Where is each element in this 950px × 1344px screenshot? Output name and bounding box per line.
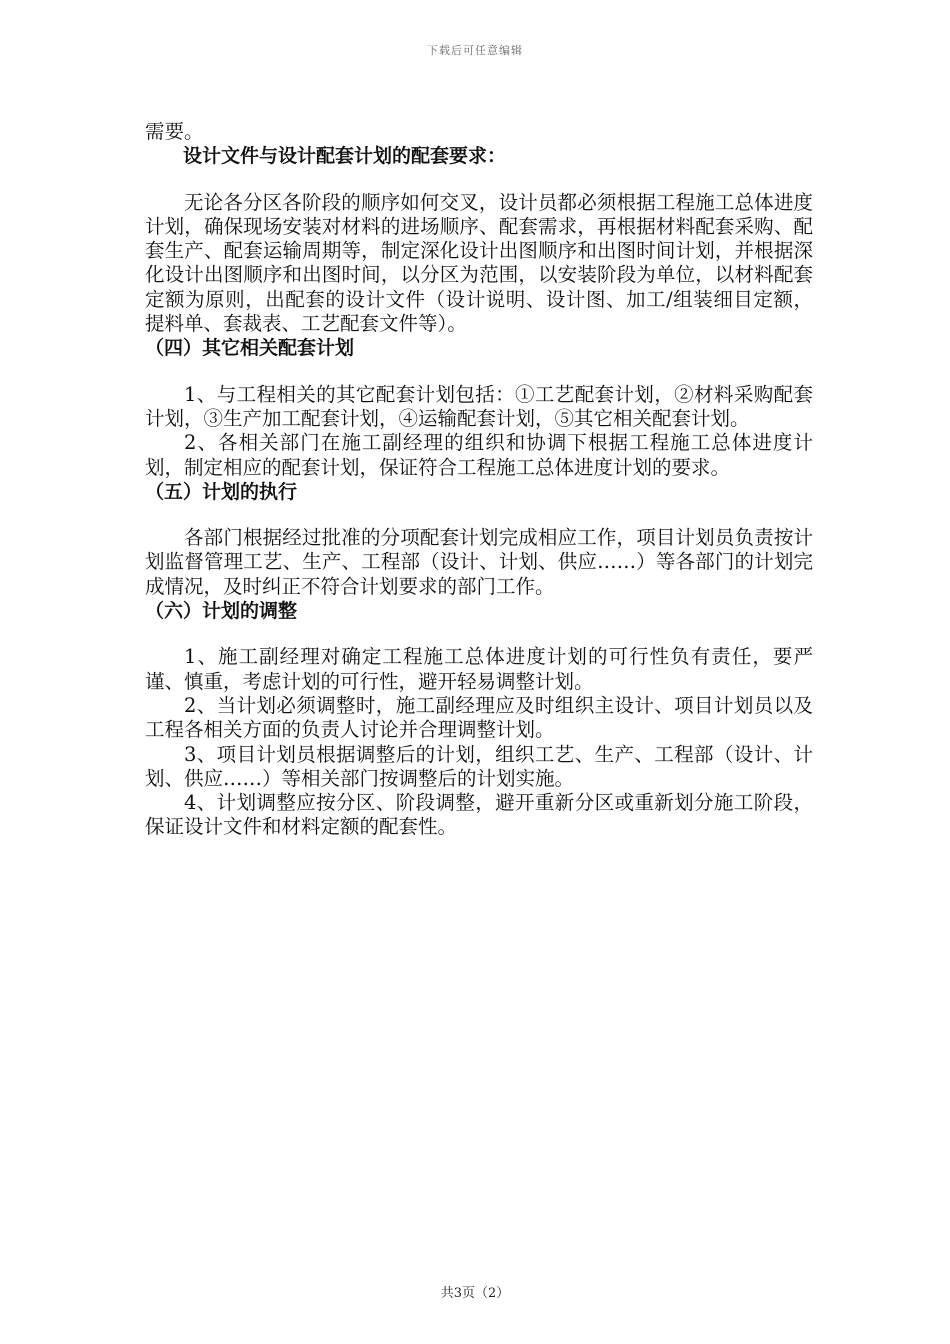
- spacer: [145, 169, 813, 191]
- page-header: 下载后可任意编辑: [427, 44, 523, 57]
- paragraph: 需要。: [145, 120, 204, 143]
- paragraph: 无论各分区各阶段的顺序如何交叉，设计员都必须根据工程施工总体进度计划，确保现场安装对材料的进场顺序、配套需求，再根据材料配套采购、配套生产、配套运输周期等，制定深化设计出图顺序和出图时间计划，并根据深化设计出图顺序和出图时间，以分区为范围，以安装阶段为单位，以材料配套定额为原则，出配套的设计文件（设计说明、设计图、加工/组装细目定额，提料单、套裁表、工艺配套文件等）。: [145, 190, 813, 336]
- section-heading: （五）计划的执行: [145, 480, 298, 503]
- paragraph: 1、施工副经理对确定工程施工总体进度计划的可行性负有责任，要严谨、慎重，考虑计划的可行性，避开轻易调整计划。: [145, 645, 813, 693]
- paragraph: 各部门根据经过批准的分项配套计划完成相应工作，项目计划员负责按计划监督管理工艺、生产、工程部（设计、计划、供应……）等各部门的计划完成情况，及时纠正不符合计划要求的部门工作。: [145, 526, 813, 598]
- spacer: [145, 623, 813, 645]
- paragraph: 2、当计划必须调整时，施工副经理应及时组织主设计、项目计划员以及工程各相关方面的负责人讨论并合理调整计划。: [145, 693, 813, 742]
- page-footer: 共3页（2）: [440, 1286, 510, 1301]
- paragraph: 4、计划调整应按分区、阶段调整，避开重新分区或重新划分施工阶段，保证设计文件和材料定额的配套性。: [145, 791, 813, 839]
- spacer: [145, 361, 813, 383]
- paragraph: 3、项目计划员根据调整后的计划，组织工艺、生产、工程部（设计、计划、供应……）等相关部门按调整后的计划实施。: [145, 742, 813, 790]
- document-body: [145, 120, 813, 840]
- paragraph: 2、各相关部门在施工副经理的组织和协调下根据工程施工总体进度计划，制定相应的配套计划，保证符合工程施工总体进度计划的要求。: [145, 431, 813, 479]
- section-heading: （四）其它相关配套计划: [145, 337, 355, 360]
- section-heading: （六）计划的调整: [145, 600, 298, 623]
- spacer: [145, 504, 813, 526]
- section-heading: 设计文件与设计配套计划的配套要求：: [183, 145, 507, 168]
- paragraph: 1、与工程相关的其它配套计划包括：①工艺配套计划，②材料采购配套计划，③生产加工配套计划，④运输配套计划，⑤其它相关配套计划。: [145, 382, 813, 430]
